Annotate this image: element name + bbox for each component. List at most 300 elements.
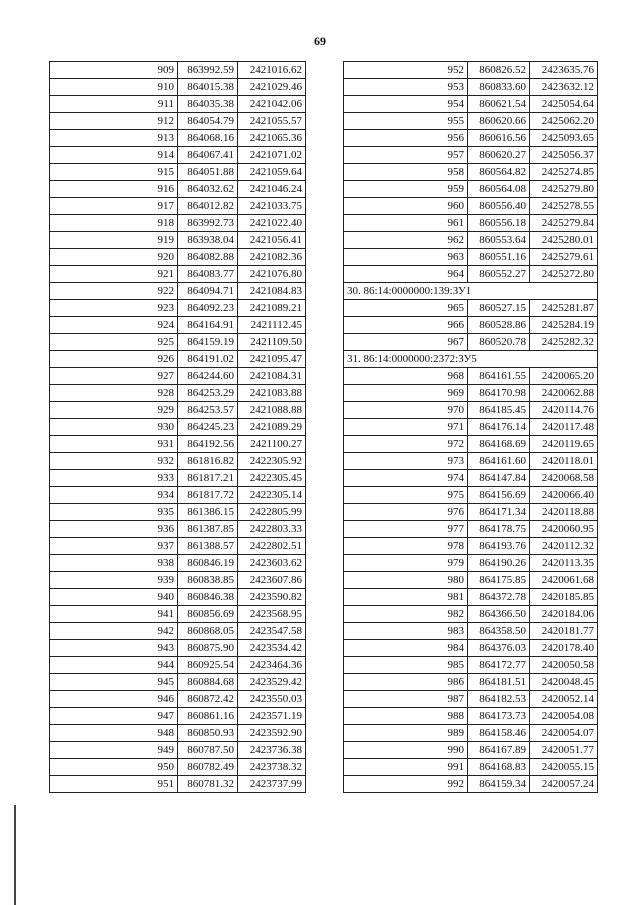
y-coordinate-cell: 2421076.80 <box>238 266 306 283</box>
x-coordinate-cell: 860846.38 <box>178 589 238 606</box>
x-coordinate-cell: 864147.84 <box>468 470 530 487</box>
table-row <box>344 147 598 164</box>
section-header-row <box>344 351 598 368</box>
table-row <box>50 198 306 215</box>
table-row <box>344 589 598 606</box>
y-coordinate-cell: 2421089.21 <box>238 300 306 317</box>
table-row <box>344 300 598 317</box>
point-number-cell: 981 <box>344 589 468 606</box>
table-row <box>50 674 306 691</box>
y-coordinate-cell: 2420054.07 <box>530 725 598 742</box>
y-coordinate-cell: 2421082.36 <box>238 249 306 266</box>
x-coordinate-cell: 864167.89 <box>468 742 530 759</box>
point-number-cell: 952 <box>344 62 468 79</box>
point-number-cell: 959 <box>344 181 468 198</box>
section-header-cell: 30. 86:14:0000000:139:ЗУ1 <box>344 283 598 300</box>
point-number-cell: 991 <box>344 759 468 776</box>
y-coordinate-cell: 2421088.88 <box>238 402 306 419</box>
y-coordinate-cell: 2420051.77 <box>530 742 598 759</box>
point-number-cell: 933 <box>50 470 178 487</box>
point-number-cell: 926 <box>50 351 178 368</box>
y-coordinate-cell: 2421095.47 <box>238 351 306 368</box>
table-row <box>50 589 306 606</box>
y-coordinate-cell: 2423737.99 <box>238 776 306 793</box>
point-number-cell: 938 <box>50 555 178 572</box>
y-coordinate-cell: 2420181.77 <box>530 623 598 640</box>
section-header-row <box>344 283 598 300</box>
y-coordinate-cell: 2421100.27 <box>238 436 306 453</box>
point-number-cell: 962 <box>344 232 468 249</box>
x-coordinate-cell: 864161.60 <box>468 453 530 470</box>
point-number-cell: 955 <box>344 113 468 130</box>
point-number-cell: 960 <box>344 198 468 215</box>
x-coordinate-cell: 864372.78 <box>468 589 530 606</box>
y-coordinate-cell: 2421083.88 <box>238 385 306 402</box>
y-coordinate-cell: 2421016.62 <box>238 62 306 79</box>
point-number-cell: 923 <box>50 300 178 317</box>
y-coordinate-cell: 2425056.37 <box>530 147 598 164</box>
x-coordinate-cell: 861386.15 <box>178 504 238 521</box>
table-row <box>50 487 306 504</box>
x-coordinate-cell: 860528.86 <box>468 317 530 334</box>
x-coordinate-cell: 864012.82 <box>178 198 238 215</box>
point-number-cell: 937 <box>50 538 178 555</box>
point-number-cell: 916 <box>50 181 178 198</box>
point-number-cell: 983 <box>344 623 468 640</box>
x-coordinate-cell: 860850.93 <box>178 725 238 742</box>
y-coordinate-cell: 2421046.24 <box>238 181 306 198</box>
table-row <box>50 742 306 759</box>
y-coordinate-cell: 2420052.14 <box>530 691 598 708</box>
point-number-cell: 972 <box>344 436 468 453</box>
x-coordinate-cell: 864170.98 <box>468 385 530 402</box>
x-coordinate-cell: 860782.49 <box>178 759 238 776</box>
point-number-cell: 940 <box>50 589 178 606</box>
x-coordinate-cell: 861817.21 <box>178 470 238 487</box>
table-row <box>50 691 306 708</box>
table-row <box>344 521 598 538</box>
x-coordinate-cell: 864178.75 <box>468 521 530 538</box>
table-row <box>344 453 598 470</box>
point-number-cell: 953 <box>344 79 468 96</box>
table-row <box>50 334 306 351</box>
table-row <box>344 674 598 691</box>
table-row <box>344 368 598 385</box>
table-row <box>344 215 598 232</box>
y-coordinate-cell: 2420119.65 <box>530 436 598 453</box>
table-row <box>50 385 306 402</box>
table-row <box>50 470 306 487</box>
table-row <box>50 555 306 572</box>
y-coordinate-cell: 2420061.68 <box>530 572 598 589</box>
x-coordinate-cell: 860856.69 <box>178 606 238 623</box>
y-coordinate-cell: 2423464.36 <box>238 657 306 674</box>
y-coordinate-cell: 2421071.02 <box>238 147 306 164</box>
y-coordinate-cell: 2420117.48 <box>530 419 598 436</box>
y-coordinate-cell: 2421042.06 <box>238 96 306 113</box>
x-coordinate-cell: 860551.16 <box>468 249 530 266</box>
x-coordinate-cell: 864164.91 <box>178 317 238 334</box>
y-coordinate-cell: 2422305.92 <box>238 453 306 470</box>
y-coordinate-cell: 2421065.36 <box>238 130 306 147</box>
x-coordinate-cell: 864193.76 <box>468 538 530 555</box>
point-number-cell: 925 <box>50 334 178 351</box>
y-coordinate-cell: 2421029.46 <box>238 79 306 96</box>
y-coordinate-cell: 2423607.86 <box>238 572 306 589</box>
x-coordinate-cell: 860564.08 <box>468 181 530 198</box>
table-row <box>344 708 598 725</box>
x-coordinate-cell: 864171.34 <box>468 504 530 521</box>
table-row <box>50 402 306 419</box>
table-row <box>50 351 306 368</box>
y-coordinate-cell: 2421084.31 <box>238 368 306 385</box>
point-number-cell: 935 <box>50 504 178 521</box>
point-number-cell: 966 <box>344 317 468 334</box>
y-coordinate-cell: 2423550.03 <box>238 691 306 708</box>
x-coordinate-cell: 864173.73 <box>468 708 530 725</box>
table-row <box>50 572 306 589</box>
point-number-cell: 912 <box>50 113 178 130</box>
x-coordinate-cell: 863992.59 <box>178 62 238 79</box>
x-coordinate-cell: 864168.83 <box>468 759 530 776</box>
table-row <box>344 572 598 589</box>
point-number-cell: 986 <box>344 674 468 691</box>
y-coordinate-cell: 2425279.61 <box>530 249 598 266</box>
left-table-body <box>50 62 306 793</box>
point-number-cell: 976 <box>344 504 468 521</box>
x-coordinate-cell: 860846.19 <box>178 555 238 572</box>
x-coordinate-cell: 860787.50 <box>178 742 238 759</box>
y-coordinate-cell: 2423592.90 <box>238 725 306 742</box>
point-number-cell: 939 <box>50 572 178 589</box>
x-coordinate-cell: 860838.85 <box>178 572 238 589</box>
point-number-cell: 945 <box>50 674 178 691</box>
table-row <box>50 266 306 283</box>
point-number-cell: 965 <box>344 300 468 317</box>
table-row <box>50 453 306 470</box>
left-coordinates-table <box>49 61 306 793</box>
table-row <box>344 164 598 181</box>
y-coordinate-cell: 2420178.40 <box>530 640 598 657</box>
point-number-cell: 931 <box>50 436 178 453</box>
y-coordinate-cell: 2420112.32 <box>530 538 598 555</box>
x-coordinate-cell: 864032.62 <box>178 181 238 198</box>
table-row <box>344 62 598 79</box>
x-coordinate-cell: 864015.38 <box>178 79 238 96</box>
table-row <box>344 623 598 640</box>
point-number-cell: 913 <box>50 130 178 147</box>
table-row <box>50 725 306 742</box>
point-number-cell: 928 <box>50 385 178 402</box>
x-coordinate-cell: 860925.54 <box>178 657 238 674</box>
x-coordinate-cell: 864172.77 <box>468 657 530 674</box>
table-row <box>50 759 306 776</box>
y-coordinate-cell: 2423534.42 <box>238 640 306 657</box>
y-coordinate-cell: 2420050.58 <box>530 657 598 674</box>
x-coordinate-cell: 860553.64 <box>468 232 530 249</box>
y-coordinate-cell: 2420114.76 <box>530 402 598 419</box>
x-coordinate-cell: 864176.14 <box>468 419 530 436</box>
point-number-cell: 934 <box>50 487 178 504</box>
table-row <box>344 334 598 351</box>
x-coordinate-cell: 864067.41 <box>178 147 238 164</box>
point-number-cell: 936 <box>50 521 178 538</box>
x-coordinate-cell: 860552.27 <box>468 266 530 283</box>
x-coordinate-cell: 864054.79 <box>178 113 238 130</box>
point-number-cell: 992 <box>344 776 468 793</box>
x-coordinate-cell: 860564.82 <box>468 164 530 181</box>
table-row <box>50 62 306 79</box>
y-coordinate-cell: 2420113.35 <box>530 555 598 572</box>
y-coordinate-cell: 2420054.08 <box>530 708 598 725</box>
x-coordinate-cell: 860620.66 <box>468 113 530 130</box>
x-coordinate-cell: 860616.56 <box>468 130 530 147</box>
table-row <box>50 504 306 521</box>
point-number-cell: 990 <box>344 742 468 759</box>
point-number-cell: 979 <box>344 555 468 572</box>
y-coordinate-cell: 2422305.45 <box>238 470 306 487</box>
x-coordinate-cell: 860826.52 <box>468 62 530 79</box>
y-coordinate-cell: 2423547.58 <box>238 623 306 640</box>
y-coordinate-cell: 2421055.57 <box>238 113 306 130</box>
y-coordinate-cell: 2425278.55 <box>530 198 598 215</box>
y-coordinate-cell: 2420060.95 <box>530 521 598 538</box>
table-row <box>344 266 598 283</box>
x-coordinate-cell: 861816.82 <box>178 453 238 470</box>
point-number-cell: 980 <box>344 572 468 589</box>
point-number-cell: 973 <box>344 453 468 470</box>
y-coordinate-cell: 2420185.85 <box>530 589 598 606</box>
table-row <box>344 640 598 657</box>
x-coordinate-cell: 861387.85 <box>178 521 238 538</box>
table-row <box>50 776 306 793</box>
right-table-body <box>344 62 598 793</box>
table-row <box>344 198 598 215</box>
y-coordinate-cell: 2425272.80 <box>530 266 598 283</box>
point-number-cell: 917 <box>50 198 178 215</box>
table-row <box>344 402 598 419</box>
point-number-cell: 932 <box>50 453 178 470</box>
x-coordinate-cell: 864159.19 <box>178 334 238 351</box>
point-number-cell: 951 <box>50 776 178 793</box>
point-number-cell: 930 <box>50 419 178 436</box>
y-coordinate-cell: 2425054.64 <box>530 96 598 113</box>
y-coordinate-cell: 2421084.83 <box>238 283 306 300</box>
y-coordinate-cell: 2422805.99 <box>238 504 306 521</box>
y-coordinate-cell: 2421033.75 <box>238 198 306 215</box>
x-coordinate-cell: 864092.23 <box>178 300 238 317</box>
table-row <box>344 776 598 793</box>
table-row <box>50 436 306 453</box>
x-coordinate-cell: 864244.60 <box>178 368 238 385</box>
table-row <box>50 130 306 147</box>
point-number-cell: 967 <box>344 334 468 351</box>
y-coordinate-cell: 2421059.64 <box>238 164 306 181</box>
x-coordinate-cell: 864253.57 <box>178 402 238 419</box>
point-number-cell: 987 <box>344 691 468 708</box>
x-coordinate-cell: 864094.71 <box>178 283 238 300</box>
y-coordinate-cell: 2422802.51 <box>238 538 306 555</box>
point-number-cell: 910 <box>50 79 178 96</box>
table-row <box>50 419 306 436</box>
x-coordinate-cell: 860556.18 <box>468 215 530 232</box>
point-number-cell: 970 <box>344 402 468 419</box>
table-row <box>344 317 598 334</box>
point-number-cell: 971 <box>344 419 468 436</box>
x-coordinate-cell: 861388.57 <box>178 538 238 555</box>
point-number-cell: 942 <box>50 623 178 640</box>
table-row <box>50 181 306 198</box>
table-row <box>344 436 598 453</box>
point-number-cell: 964 <box>344 266 468 283</box>
y-coordinate-cell: 2420184.06 <box>530 606 598 623</box>
y-coordinate-cell: 2425062.20 <box>530 113 598 130</box>
point-number-cell: 958 <box>344 164 468 181</box>
table-row <box>344 606 598 623</box>
table-row <box>344 249 598 266</box>
point-number-cell: 954 <box>344 96 468 113</box>
table-row <box>344 470 598 487</box>
x-coordinate-cell: 864191.02 <box>178 351 238 368</box>
x-coordinate-cell: 860556.40 <box>468 198 530 215</box>
x-coordinate-cell: 864168.69 <box>468 436 530 453</box>
point-number-cell: 944 <box>50 657 178 674</box>
y-coordinate-cell: 2421112.45 <box>238 317 306 334</box>
point-number-cell: 969 <box>344 385 468 402</box>
table-row <box>344 657 598 674</box>
x-coordinate-cell: 863992.73 <box>178 215 238 232</box>
table-row <box>50 317 306 334</box>
x-coordinate-cell: 864156.69 <box>468 487 530 504</box>
y-coordinate-cell: 2420055.15 <box>530 759 598 776</box>
table-row <box>50 164 306 181</box>
table-row <box>344 385 598 402</box>
y-coordinate-cell: 2420068.58 <box>530 470 598 487</box>
table-row <box>344 181 598 198</box>
table-row <box>344 487 598 504</box>
x-coordinate-cell: 860621.54 <box>468 96 530 113</box>
binding-margin-line <box>14 805 16 905</box>
x-coordinate-cell: 860833.60 <box>468 79 530 96</box>
y-coordinate-cell: 2425279.80 <box>530 181 598 198</box>
table-row <box>344 555 598 572</box>
x-coordinate-cell: 864083.77 <box>178 266 238 283</box>
point-number-cell: 947 <box>50 708 178 725</box>
point-number-cell: 974 <box>344 470 468 487</box>
point-number-cell: 989 <box>344 725 468 742</box>
x-coordinate-cell: 864182.53 <box>468 691 530 708</box>
x-coordinate-cell: 860620.27 <box>468 147 530 164</box>
x-coordinate-cell: 864376.03 <box>468 640 530 657</box>
point-number-cell: 950 <box>50 759 178 776</box>
y-coordinate-cell: 2425280.01 <box>530 232 598 249</box>
y-coordinate-cell: 2420065.20 <box>530 368 598 385</box>
x-coordinate-cell: 864181.51 <box>468 674 530 691</box>
y-coordinate-cell: 2421022.40 <box>238 215 306 232</box>
y-coordinate-cell: 2423568.95 <box>238 606 306 623</box>
x-coordinate-cell: 864192.56 <box>178 436 238 453</box>
point-number-cell: 941 <box>50 606 178 623</box>
x-coordinate-cell: 864035.38 <box>178 96 238 113</box>
point-number-cell: 915 <box>50 164 178 181</box>
y-coordinate-cell: 2422803.33 <box>238 521 306 538</box>
x-coordinate-cell: 860872.42 <box>178 691 238 708</box>
table-row <box>344 130 598 147</box>
point-number-cell: 929 <box>50 402 178 419</box>
point-number-cell: 946 <box>50 691 178 708</box>
point-number-cell: 985 <box>344 657 468 674</box>
x-coordinate-cell: 864161.55 <box>468 368 530 385</box>
y-coordinate-cell: 2423590.82 <box>238 589 306 606</box>
y-coordinate-cell: 2425274.85 <box>530 164 598 181</box>
table-row <box>344 691 598 708</box>
point-number-cell: 982 <box>344 606 468 623</box>
right-coordinates-table <box>343 61 598 793</box>
y-coordinate-cell: 2423603.62 <box>238 555 306 572</box>
page-number: 69 <box>314 34 326 48</box>
table-row <box>50 283 306 300</box>
table-row <box>344 96 598 113</box>
table-row <box>344 759 598 776</box>
x-coordinate-cell: 860520.78 <box>468 334 530 351</box>
table-row <box>344 742 598 759</box>
y-coordinate-cell: 2422305.14 <box>238 487 306 504</box>
table-row <box>344 504 598 521</box>
point-number-cell: 918 <box>50 215 178 232</box>
y-coordinate-cell: 2423632.12 <box>530 79 598 96</box>
point-number-cell: 975 <box>344 487 468 504</box>
x-coordinate-cell: 864245.23 <box>178 419 238 436</box>
table-row <box>344 79 598 96</box>
x-coordinate-cell: 860527.15 <box>468 300 530 317</box>
point-number-cell: 911 <box>50 96 178 113</box>
x-coordinate-cell: 864082.88 <box>178 249 238 266</box>
section-header-cell: 31. 86:14:0000000:2372:ЗУ5 <box>344 351 598 368</box>
table-row <box>50 538 306 555</box>
y-coordinate-cell: 2423571.19 <box>238 708 306 725</box>
table-row <box>50 657 306 674</box>
point-number-cell: 914 <box>50 147 178 164</box>
x-coordinate-cell: 864175.85 <box>468 572 530 589</box>
x-coordinate-cell: 860884.68 <box>178 674 238 691</box>
y-coordinate-cell: 2420057.24 <box>530 776 598 793</box>
x-coordinate-cell: 864068.16 <box>178 130 238 147</box>
point-number-cell: 921 <box>50 266 178 283</box>
table-row <box>50 606 306 623</box>
point-number-cell: 984 <box>344 640 468 657</box>
table-row <box>50 368 306 385</box>
table-row <box>50 147 306 164</box>
table-row <box>50 623 306 640</box>
point-number-cell: 948 <box>50 725 178 742</box>
point-number-cell: 949 <box>50 742 178 759</box>
x-coordinate-cell: 863938.04 <box>178 232 238 249</box>
point-number-cell: 924 <box>50 317 178 334</box>
point-number-cell: 978 <box>344 538 468 555</box>
y-coordinate-cell: 2420118.88 <box>530 504 598 521</box>
y-coordinate-cell: 2425093.65 <box>530 130 598 147</box>
x-coordinate-cell: 864158.46 <box>468 725 530 742</box>
point-number-cell: 956 <box>344 130 468 147</box>
y-coordinate-cell: 2423736.38 <box>238 742 306 759</box>
x-coordinate-cell: 864051.88 <box>178 164 238 181</box>
y-coordinate-cell: 2421089.29 <box>238 419 306 436</box>
table-row <box>344 232 598 249</box>
point-number-cell: 920 <box>50 249 178 266</box>
table-row <box>50 113 306 130</box>
table-row <box>50 79 306 96</box>
y-coordinate-cell: 2420066.40 <box>530 487 598 504</box>
